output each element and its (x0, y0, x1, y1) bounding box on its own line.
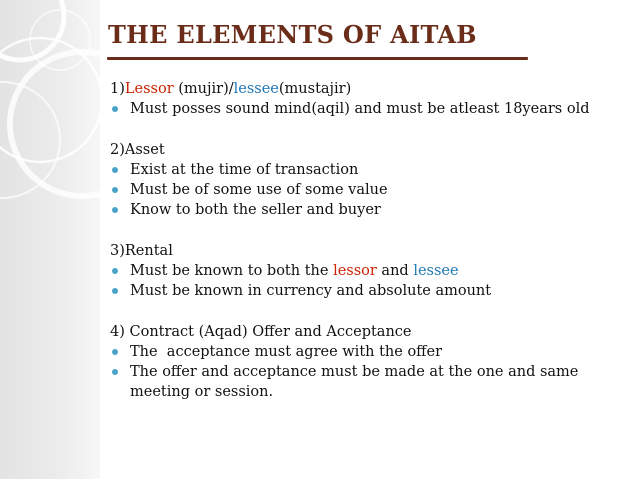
lessor-term: Lessor (124, 81, 174, 97)
lessee-term: lessee (233, 81, 279, 97)
list-item (110, 342, 615, 362)
bullet-text-prefix: Must be known to both the (130, 263, 334, 279)
bullet-text: Must be known in currency and absolute amount (130, 283, 492, 299)
bullet-text: Exist at the time of transaction (130, 162, 359, 178)
bullet-text-mid: and (376, 263, 414, 279)
decorative-side-panel (0, 0, 100, 479)
bullet-dot-icon (112, 167, 118, 173)
bullet-text: Must posses sound mind(aqil) and must be atleast 18years old (130, 101, 590, 117)
bullet-dot-icon (112, 369, 118, 375)
bullet-text: Know to both the seller and buyer (130, 202, 381, 218)
lessee-term: lessee (413, 263, 459, 279)
slide-content (110, 79, 615, 402)
lessor-term: lessor (333, 263, 377, 279)
section-1-heading-mid: (mujir)/ (173, 81, 234, 97)
list-item (110, 180, 615, 200)
section-1-heading-suffix: (mustajir) (278, 81, 352, 97)
title-underline (107, 57, 528, 60)
list-item (110, 99, 615, 119)
list-item (110, 261, 615, 281)
bullet-text: Must be of some use of some value (130, 182, 388, 198)
slide-title: THE ELEMENTS OF AITAB (108, 20, 477, 49)
list-item (110, 160, 615, 180)
bullet-dot-icon (112, 288, 118, 294)
section-2-heading: 2)Asset (110, 142, 165, 158)
bullet-dot-icon (112, 187, 118, 193)
bullet-text: The acceptance must agree with the offer (130, 344, 442, 360)
list-item (110, 200, 615, 220)
list-item (110, 281, 615, 301)
bullet-dot-icon (112, 349, 118, 355)
section-3-heading: 3)Rental (110, 243, 173, 259)
section-1-number: 1) (110, 81, 125, 97)
bullet-dot-icon (112, 106, 118, 112)
bullet-dot-icon (112, 207, 118, 213)
decorative-rings (0, 0, 100, 479)
bullet-dot-icon (112, 268, 118, 274)
section-1-heading (110, 79, 615, 99)
bullet-text: The offer and acceptance must be made at the one and same meeting or session. (130, 364, 579, 400)
list-item (110, 362, 615, 402)
decorative-ring (10, 52, 100, 196)
section-4-heading: 4) Contract (Aqad) Offer and Acceptance (110, 324, 412, 340)
